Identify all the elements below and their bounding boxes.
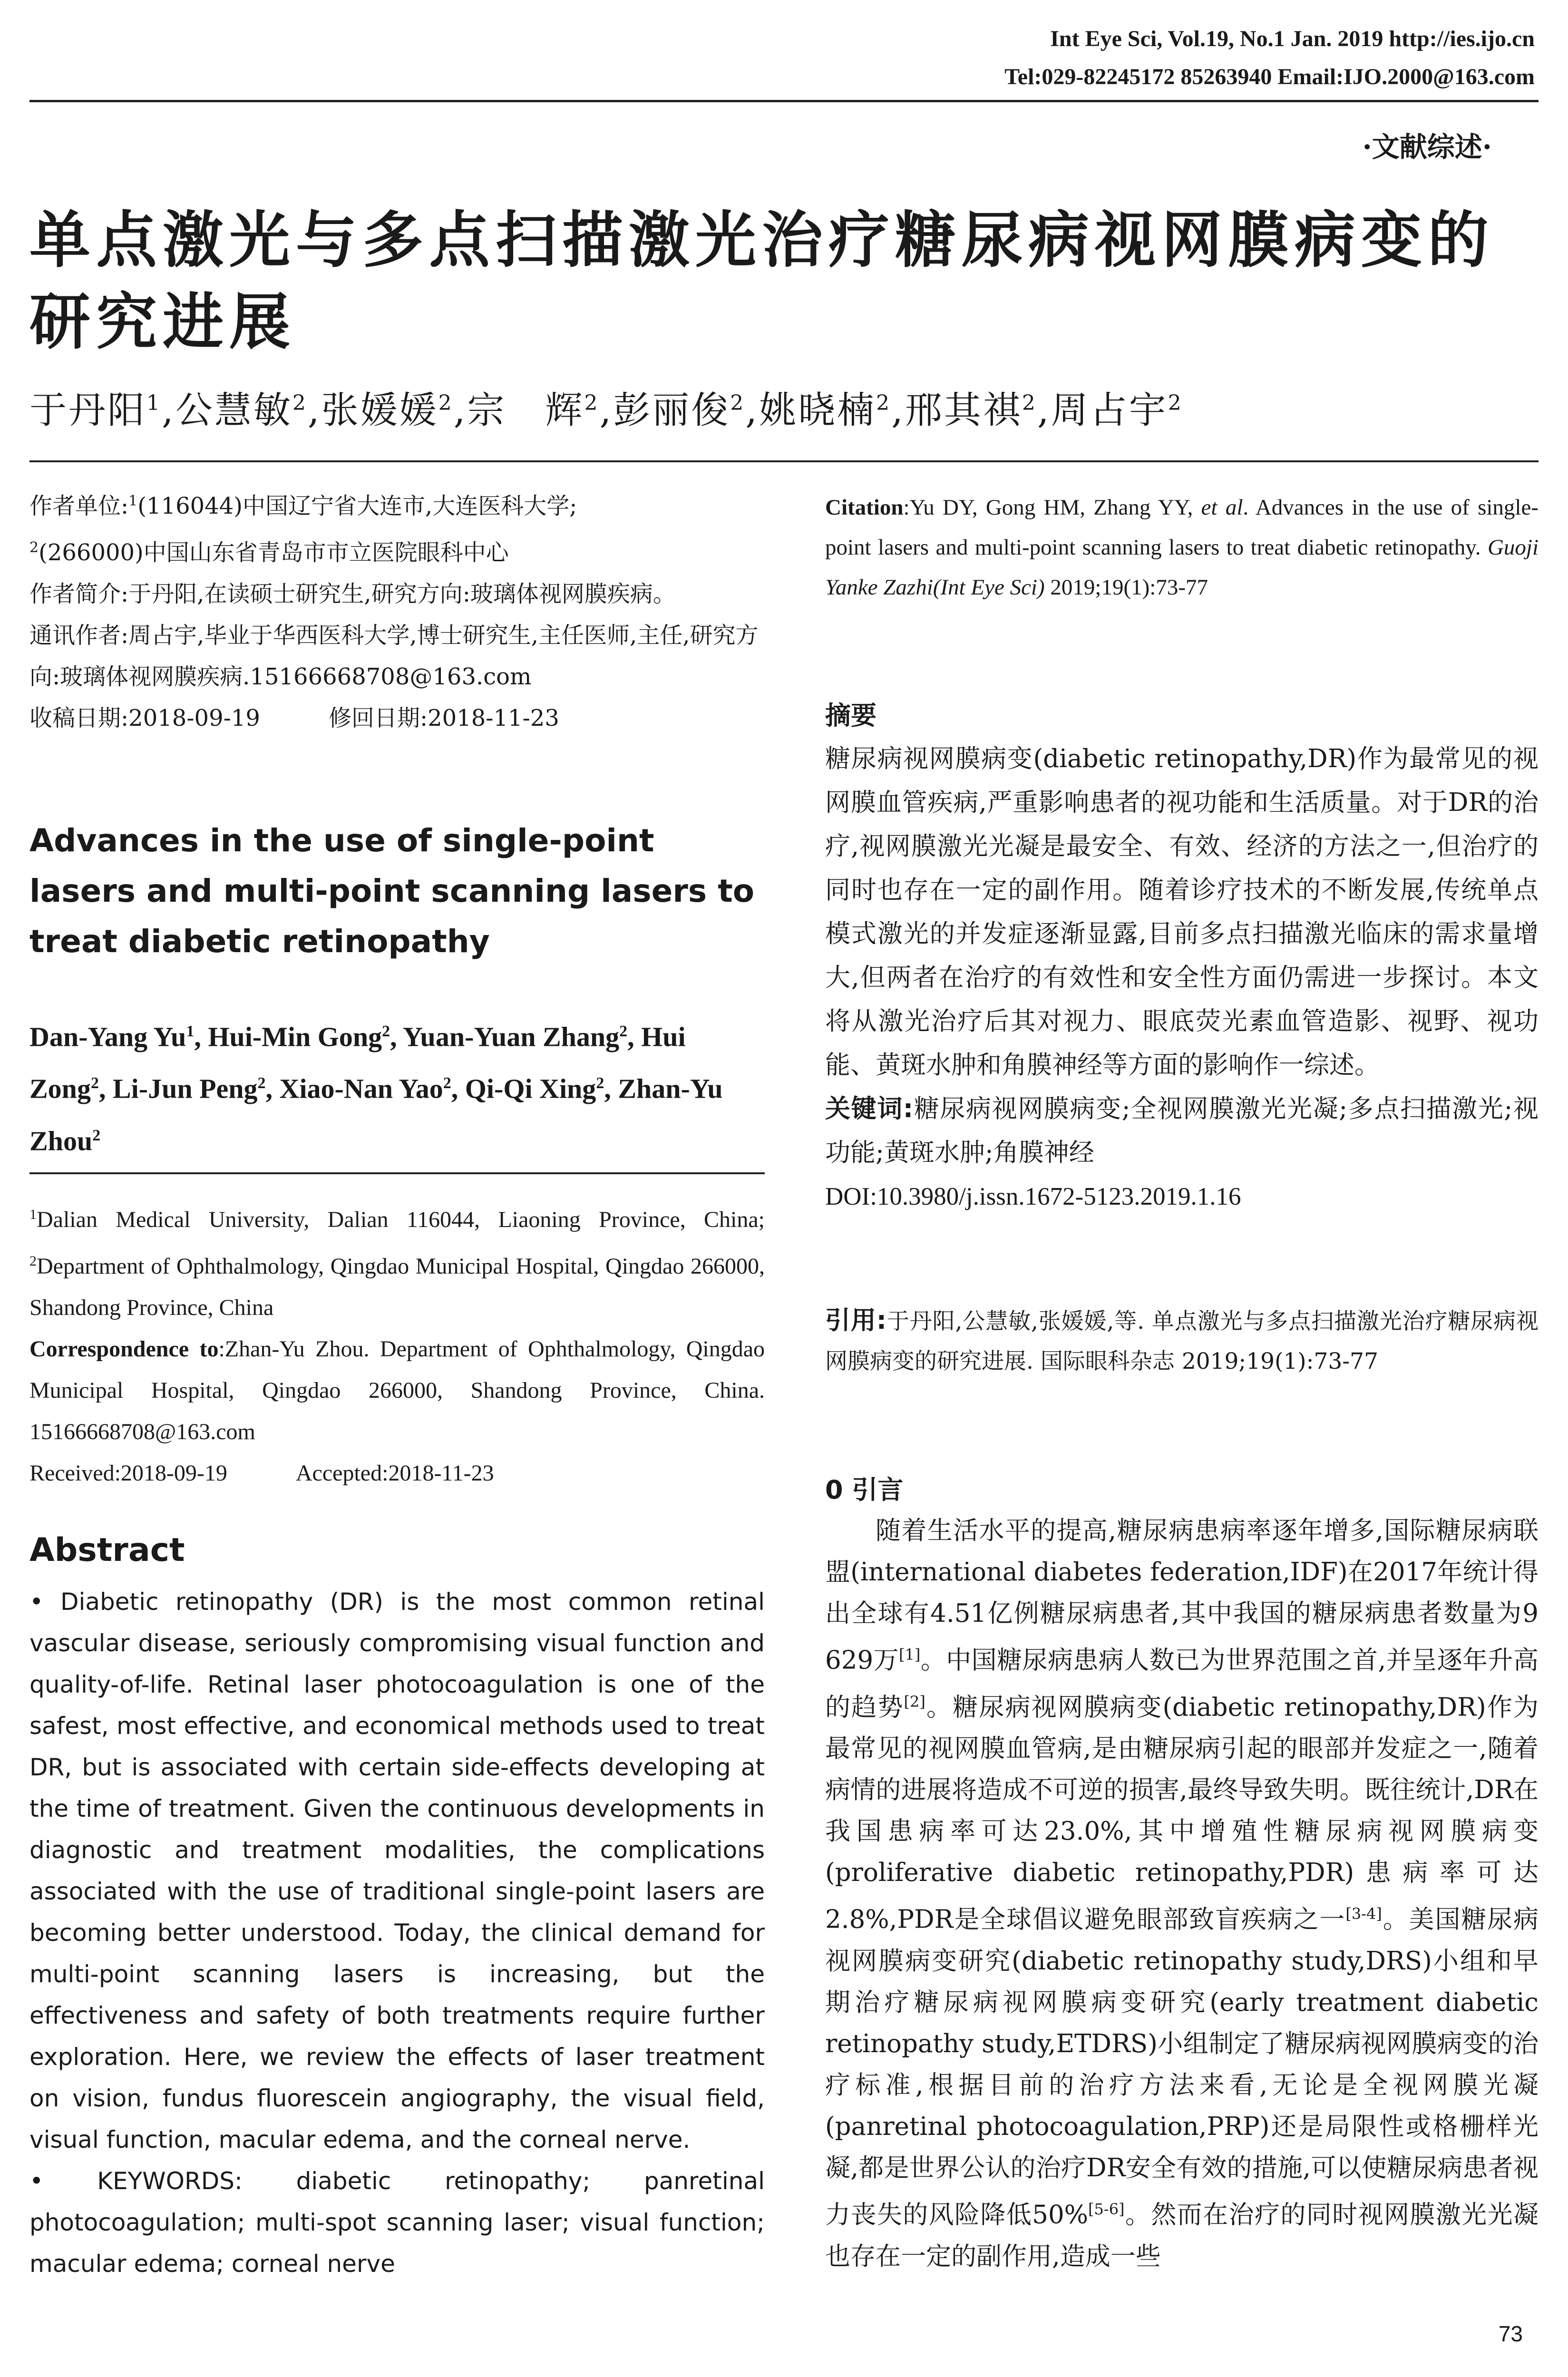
keywords-cn-label: 关键词: — [825, 1094, 914, 1123]
author-name: 于丹阳 — [29, 389, 147, 432]
abstract-cn — [825, 737, 1539, 1218]
author-name: 姚晓楠 — [759, 389, 877, 432]
abstract-heading: Abstract — [29, 1531, 185, 1569]
authors-cn: 于丹阳$^1$,公慧敏$^2$,张媛媛$^2$,宗 辉$^2$,彭丽俊$^2$,姚晓楠$^2$,邢其祺$^2$,周占宇$^2$ — [29, 389, 1183, 432]
author-en: Xiao-Nan Yao — [279, 1073, 443, 1104]
author-name: 张媛媛 — [321, 389, 438, 432]
citation-etal: et al — [1201, 495, 1243, 520]
ref-marker: [5-6] — [1088, 2200, 1125, 2218]
keywords-en: • KEYWORDS: diabetic retinopathy; panretinal photocoagulation; multi-spot scanning laser; visual function; macular edema; corneal nerve — [29, 2167, 765, 2278]
citation-journal: Guoji Yanke Zazhi(Int Eye Sci) — [825, 535, 1539, 600]
section-tag: ·文献综述· — [1362, 131, 1492, 163]
citation-text: . Advances in the use of single-point lasers and multi-point scanning lasers to treat diabetic retinopathy. — [825, 495, 1539, 560]
author-en: Zhan-Yu Zhou — [29, 1073, 723, 1156]
abstract-cn-heading: 摘要 — [825, 701, 877, 731]
affiliations-en: $^1$Dalian Medical University, Dalian 116044, Liaoning Province, China; $^2$Department of Ophthalmology, Qingdao Municipal Hospital, Qingdao 266000, Shandong Province, China Correspondence to:Zhan-Yu Zhou. Department of Ophthalmology, Qingdao Municipal Hospital, Qingdao 266000, Shandong Province, China. 15166668708@163.com Received:2018-09-19 Accepted:2018-11-23 — [29, 1207, 765, 1486]
affil-1: Dalian Medical University, Dalian 116044, Liaoning Province, China; — [37, 1207, 765, 1232]
received-date-cn: 收稿日期:2018-09-19 — [29, 705, 260, 731]
author-en: Li-Jun Peng — [112, 1073, 258, 1104]
author-info-cn: 作者单位:$^1$(116044)中国辽宁省大连市,大连医科大学; $^2$(266000)中国山东省青岛市市立医院眼科中心 作者简介:于丹阳,在读硕士研究生,研究方向:玻璃体视网膜疾病。 通讯作者:周占宇,毕业于华西医科大学,博士研究生,主任医师,主任,研究方向:玻璃体视网膜疾病.15166668708@163.com 收稿日期:2018-09-19 修回日期:2018-11-23 — [29, 480, 765, 739]
author-en: Yuan-Yuan Zhang — [403, 1021, 620, 1052]
abstract-cn-text: 糖尿病视网膜病变(diabetic retinopathy,DR)作为最常见的视网膜血管疾病,严重影响患者的视功能和生活质量。对于DR的治疗,视网膜激光光凝是最安全、有效、经济的方法之一,但治疗的同时也存在一定的副作用。随着诊疗技术的不断发展,传统单点模式激光的并发症逐渐显露,目前多点扫描激光临床的需求量增大,但两者在治疗的有效性和安全性方面仍需进一步探讨。本文将从激光治疗后其对视力、眼底荧光素血管造影、视野、视功能、黄斑水肿和角膜神经等方面的影响作一综述。 — [825, 744, 1539, 1080]
affil-2: Department of Ophthalmology, Qingdao Municipal Hospital, Qingdao 266000, Shandong Province, China — [29, 1254, 765, 1320]
author-en-sup: 2 — [619, 1023, 628, 1040]
page-number: 73 — [1498, 2321, 1523, 2346]
author-en-sup: 2 — [596, 1074, 604, 1092]
abstract-text: • Diabetic retinopathy (DR) is the most common retinal vascular disease, seriously compromising visual function and quality-of-life. Retinal laser photocoagulation is one of the safest, most effective, and economical methods used to treat DR, but is associated with certain side-effects developing at the time of treatment. Given the continuous developments in diagnostic and treatment modalities, the complications associated with the use of traditional single-point lasers are becoming better understood. Today, the clinical demand for multi-point scanning lasers is increasing, but the effectiveness and safety of both treatments require further exploration. Here, we review the effects of laser treatment on vision, fundus fluorescein angiography, the visual field, visual function, macular edema, and the corneal nerve. — [29, 1588, 765, 2153]
author-en: Hui Zong — [29, 1021, 686, 1104]
intro-heading: 0 引言 — [825, 1475, 904, 1505]
citation-text: :Yu DY, Gong HM, Zhang YY, — [903, 495, 1201, 520]
author-en: Hui-Min Gong — [208, 1021, 382, 1052]
author-sup: 2 — [730, 391, 746, 415]
doi: DOI:10.3980/j.issn.1672-5123.2019.1.16 — [825, 1183, 1241, 1210]
article-title: 单点激光与多点扫描激光治疗糖尿病视网膜病变的研究进展 — [29, 205, 1495, 358]
unit-label: 作者单位: — [29, 493, 129, 519]
citation-cn-label: 引用: — [825, 1306, 886, 1335]
accepted-en: Accepted:2018-11-23 — [295, 1461, 494, 1486]
corr-label: Correspondence to — [29, 1336, 219, 1362]
author-sup: 1 — [146, 391, 162, 415]
citation-en — [825, 487, 1539, 607]
corr-en: :Zhan-Yu Zhou. Department of Ophthalmology, Qingdao Municipal Hospital, Qingdao 266000, Shandong Province, China. 15166668708@163.com — [29, 1336, 765, 1444]
author-bio: 作者简介:于丹阳,在读硕士研究生,研究方向:玻璃体视网膜疾病。 — [29, 581, 676, 607]
author-en-sup: 2 — [382, 1023, 390, 1040]
author-sup: 2 — [292, 391, 308, 415]
affiliation-rule — [29, 1172, 765, 1174]
intro-text: 随着生活水平的提高,糖尿病患病率逐年增多,国际糖尿病联盟(international diabetes federation,IDF)在2017年统计得出全球有4.51亿例糖尿病患者,其中我国的糖尿病患者数量为9 629万 — [825, 1516, 1539, 1675]
journal-header — [1004, 20, 1535, 96]
english-title: Advances in the use of single-point lasers and multi-point scanning lasers to treat diabetic retinopathy — [29, 822, 755, 960]
intro-text: 。然而在治疗的同时视网膜激光光凝也存在一定的副作用,造成一些 — [825, 2200, 1539, 2271]
author-name: 宗 辉 — [467, 389, 584, 432]
authors-en: Dan-Yang Yu$^1$, Hui-Min Gong$^2$, Yuan-Yuan Zhang$^2$, Hui Zong$^2$, Li-Jun Peng$^2$, Xiao-Nan Yao$^2$, Qi-Qi Xing$^2$, Zhan-Yu Zhou$^2$ — [29, 1021, 723, 1156]
citation-cn — [825, 1301, 1539, 1382]
abstract-en — [29, 1581, 765, 2285]
ref-marker: [2] — [904, 1692, 925, 1711]
author-name: 彭丽俊 — [613, 389, 730, 432]
received-en: Received:2018-09-19 — [29, 1461, 227, 1486]
intro-text: 。糖尿病视网膜病变(diabetic retinopathy,DR)作为最常见的视网膜血管病,是由糖尿病引起的眼部并发症之一,随着病情的进展将造成不可逆的损害,最终导致失明。既往统计,DR在我国患病率可达23.0%,其中增殖性糖尿病视网膜病变(proliferative diabetic retinopathy,PDR)患病率可达2.8%,PDR是全球倡议避免眼部致盲疾病之一 — [825, 1693, 1539, 1934]
corresponding-author-cn: 通讯作者:周占宇,毕业于华西医科大学,博士研究生,主任医师,主任,研究方向:玻璃体视网膜疾病.15166668708@163.com — [29, 622, 759, 690]
citation-label: Citation — [825, 495, 904, 520]
author-en-sup: 2 — [92, 1126, 101, 1144]
author-sup: 2 — [584, 391, 600, 415]
citation-cn-text: 于丹阳,公慧敏,张媛媛,等. 单点激光与多点扫描激光治疗糖尿病视网膜病变的研究进展. 国际眼科杂志 2019;19(1):73-77 — [825, 1308, 1539, 1374]
ref-marker: [3-4] — [1345, 1905, 1382, 1923]
author-sup: 2 — [1168, 391, 1183, 415]
author-sup: 2 — [1022, 391, 1037, 415]
journal-header-line1: Int Eye Sci, Vol.19, No.1 Jan. 2019 http://ies.ijo.cn — [1050, 26, 1535, 51]
authors-rule — [29, 460, 1539, 462]
author-sup: 2 — [876, 391, 892, 415]
citation-text: 2019;19(1):73-77 — [1044, 575, 1208, 600]
unit-2: (266000)中国山东省青岛市市立医院眼科中心 — [39, 539, 509, 566]
author-name: 周占宇 — [1051, 389, 1168, 432]
revised-date-cn: 修回日期:2018-11-23 — [328, 705, 559, 731]
author-name: 公慧敏 — [175, 389, 292, 432]
intro-text: 。中国糖尿病患病人数已为世界范围之首,并呈逐年升高的趋势 — [825, 1646, 1539, 1722]
author-en-sup: 2 — [443, 1074, 451, 1092]
intro-text: 。美国糖尿病视网膜病变研究(diabetic retinopathy study,DRS)小组和早期治疗糖尿病视网膜病变研究(early treatment diabetic retinopathy study,ETDRS)小组制定了糖尿病视网膜病变的治疗标准,根据目前的治疗方法来看,无论是全视网膜光凝(panretinal photocoagulation,PRP)还是局限性或格栅样光凝,都是世界公认的治疗DR安全有效的措施,可以使糖尿病患者视力丧失的风险降低50% — [825, 1905, 1539, 2230]
intro-body — [825, 1510, 1539, 2277]
keywords-cn: 糖尿病视网膜病变;全视网膜激光光凝;多点扫描激光;视功能;黄斑水肿;角膜神经 — [825, 1094, 1539, 1167]
journal-header-line2: Tel:029-82245172 85263940 Email:IJO.2000@163.com — [1004, 64, 1535, 89]
author-sup: 2 — [438, 391, 454, 415]
author-en-sup: 2 — [90, 1074, 99, 1092]
ref-marker: [1] — [899, 1646, 921, 1664]
author-en: Dan-Yang Yu — [29, 1021, 186, 1052]
author-name: 邢其祺 — [905, 389, 1022, 432]
author-en-sup: 1 — [186, 1023, 195, 1040]
header-rule — [29, 100, 1539, 102]
author-en: Qi-Qi Xing — [465, 1073, 596, 1104]
author-en-sup: 2 — [257, 1074, 266, 1092]
unit-1: (116044)中国辽宁省大连市,大连医科大学; — [137, 493, 577, 519]
